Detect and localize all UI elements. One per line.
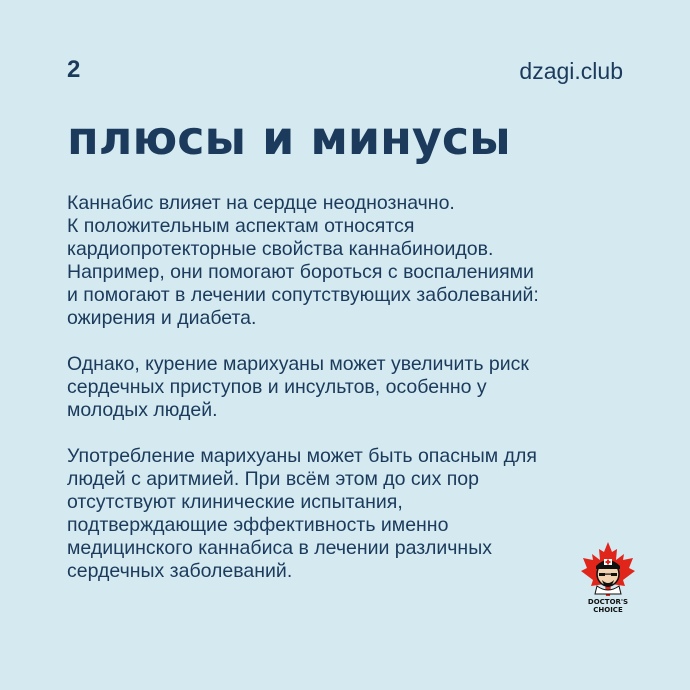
doctors-choice-logo xyxy=(577,540,639,622)
text-line: К положительным аспектам относятся xyxy=(67,215,415,237)
text-line: сердечных заболеваний. xyxy=(67,560,293,582)
body-text xyxy=(67,192,627,606)
text-line: подтверждающие эффективность именно xyxy=(67,514,449,536)
logo-text xyxy=(577,598,639,614)
text-line: кардиопротекторные свойства каннабиноидов. xyxy=(67,238,494,260)
paragraph-3 xyxy=(67,445,627,583)
logo-line-1: DOCTOR'S xyxy=(587,598,629,606)
text-line: молодых людей. xyxy=(67,399,218,421)
slide-title: плюсы и минусы xyxy=(67,111,511,165)
page-number: 2 xyxy=(67,56,81,83)
logo-line-2: CHOICE xyxy=(593,606,623,614)
paragraph-1 xyxy=(67,192,627,330)
text-line: медицинского каннабиса в лечении различных xyxy=(67,537,492,559)
maple-leaf-doctor-icon xyxy=(577,540,639,600)
text-line: Например, они помогают бороться с воспалениями xyxy=(67,261,534,283)
text-line: ожирения и диабета. xyxy=(67,307,257,329)
text-line: и помогают в лечении сопутствующих заболеваний: xyxy=(67,284,539,306)
text-line: людей с аритмией. При всём этом до сих пор xyxy=(67,468,479,490)
site-url[interactable]: dzagi.club xyxy=(519,58,623,84)
text-line: Однако, курение марихуаны может увеличить риск xyxy=(67,353,529,375)
text-line: отсутствуют клинические испытания, xyxy=(67,491,403,513)
text-line: сердечных приступов и инсультов, особенно у xyxy=(67,376,487,398)
text-line: Употребление марихуаны может быть опасным для xyxy=(67,445,537,467)
paragraph-2 xyxy=(67,353,627,422)
text-line: Каннабис влияет на сердце неоднозначно. xyxy=(67,192,455,214)
